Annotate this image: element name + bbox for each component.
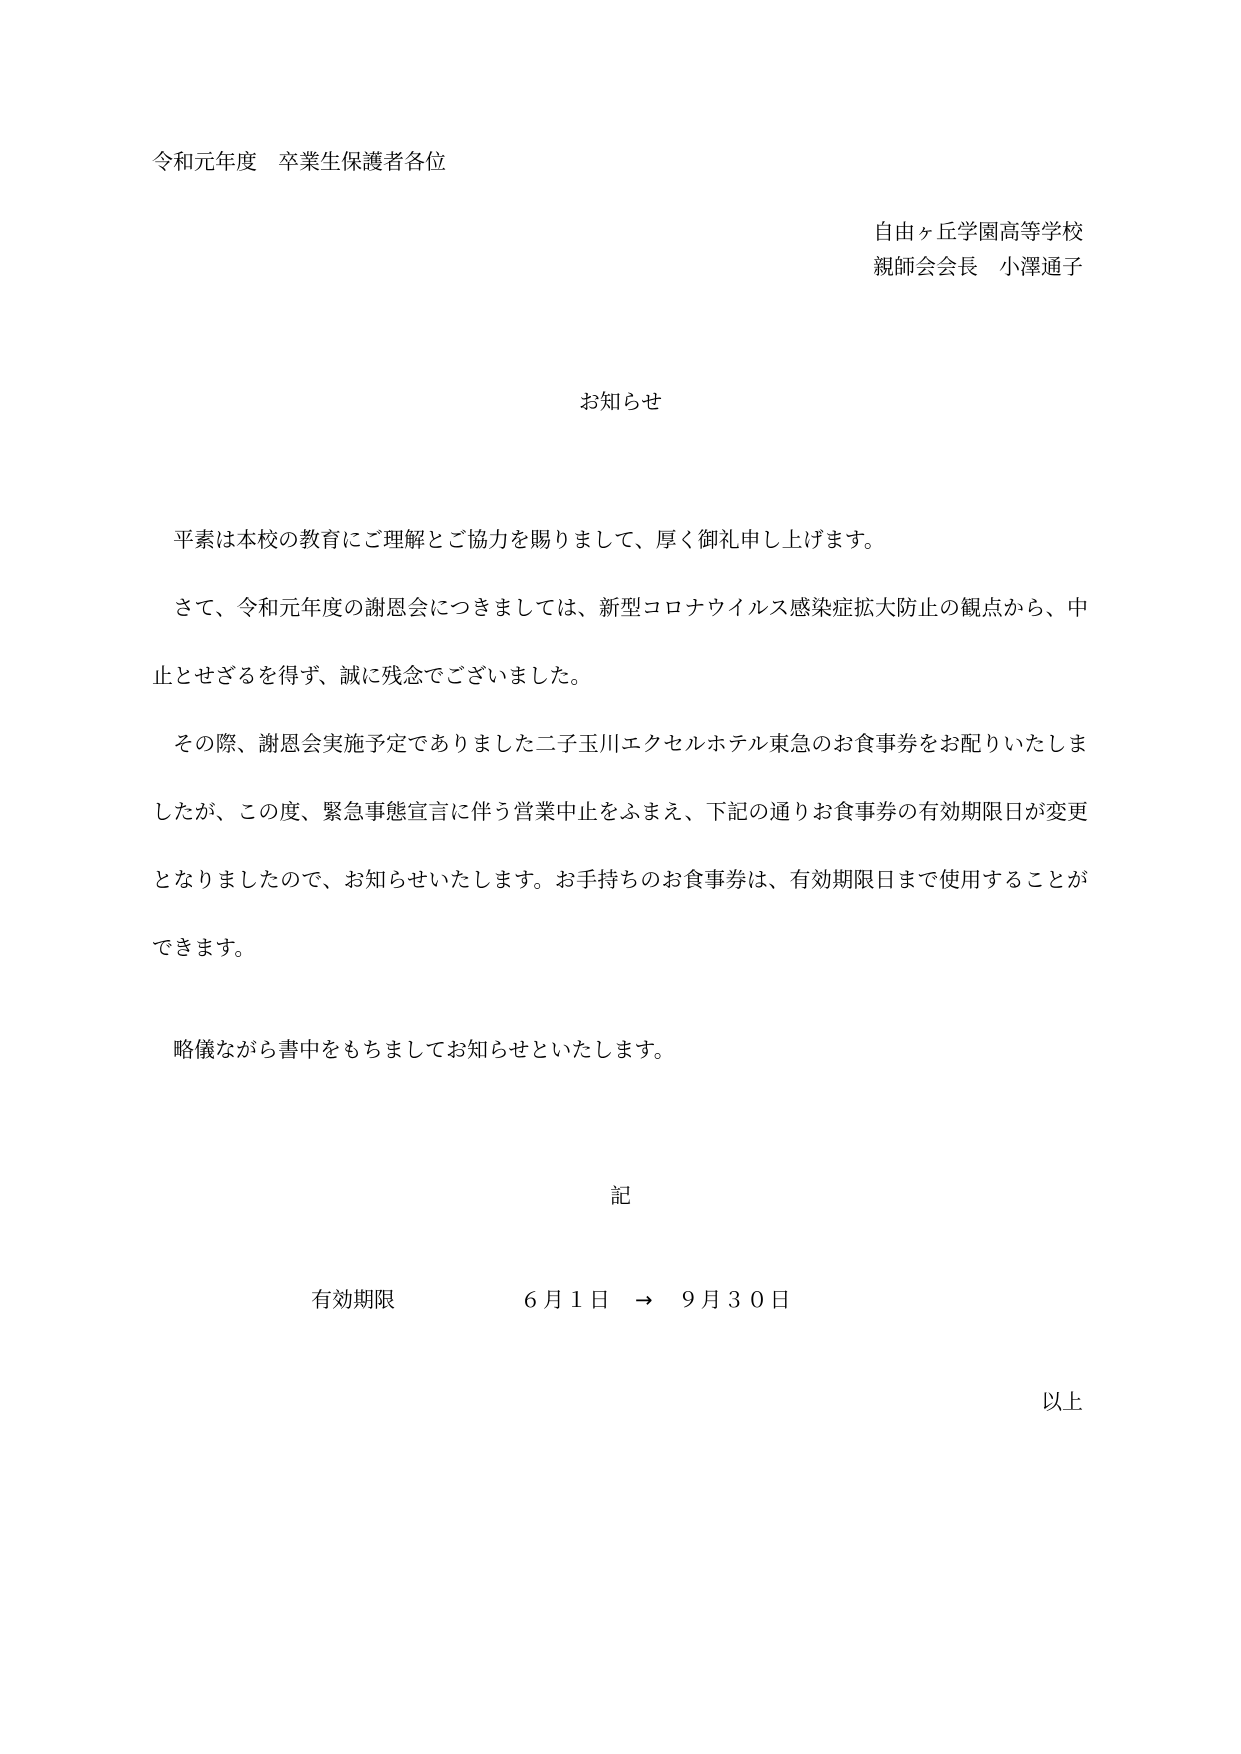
body-paragraph-1: 平素は本校の教育にご理解とご協力を賜りまして、厚く御礼申し上げます。 xyxy=(173,528,885,552)
body-paragraph-4: 略儀ながら書中をもちましてお知らせといたします。 xyxy=(173,1038,675,1062)
sender-school: 自由ヶ丘学園高等学校 xyxy=(873,220,1083,244)
body-paragraph-3: その際、謝恩会実施予定でありました二子玉川エクセルホテル東急のお食事券をお配りいたしましたが、この度、緊急事態宣言に伴う営業中止をふまえ、下記の通りお食事券の有効期限日が変更となりましたので、お知らせいたします。お手持ちのお食事券は、有効期限日まで使用することができます。 xyxy=(152,732,1088,960)
closing-text: 以上 xyxy=(1041,1390,1083,1414)
sender-title-name: 親師会会長 小澤通子 xyxy=(873,255,1083,279)
record-heading: 記 xyxy=(610,1184,631,1208)
record-value: ６月１日 → ９月３０日 xyxy=(520,1288,793,1312)
body-paragraph-2: さて、令和元年度の謝恩会につきましては、新型コロナウイルス感染症拡大防止の観点から、中止とせざるを得ず、誠に残念でございました。 xyxy=(152,596,1088,688)
document-heading: お知らせ xyxy=(578,390,663,414)
addressee: 令和元年度 卒業生保護者各位 xyxy=(152,150,446,174)
record-label: 有効期限 xyxy=(311,1288,395,1312)
